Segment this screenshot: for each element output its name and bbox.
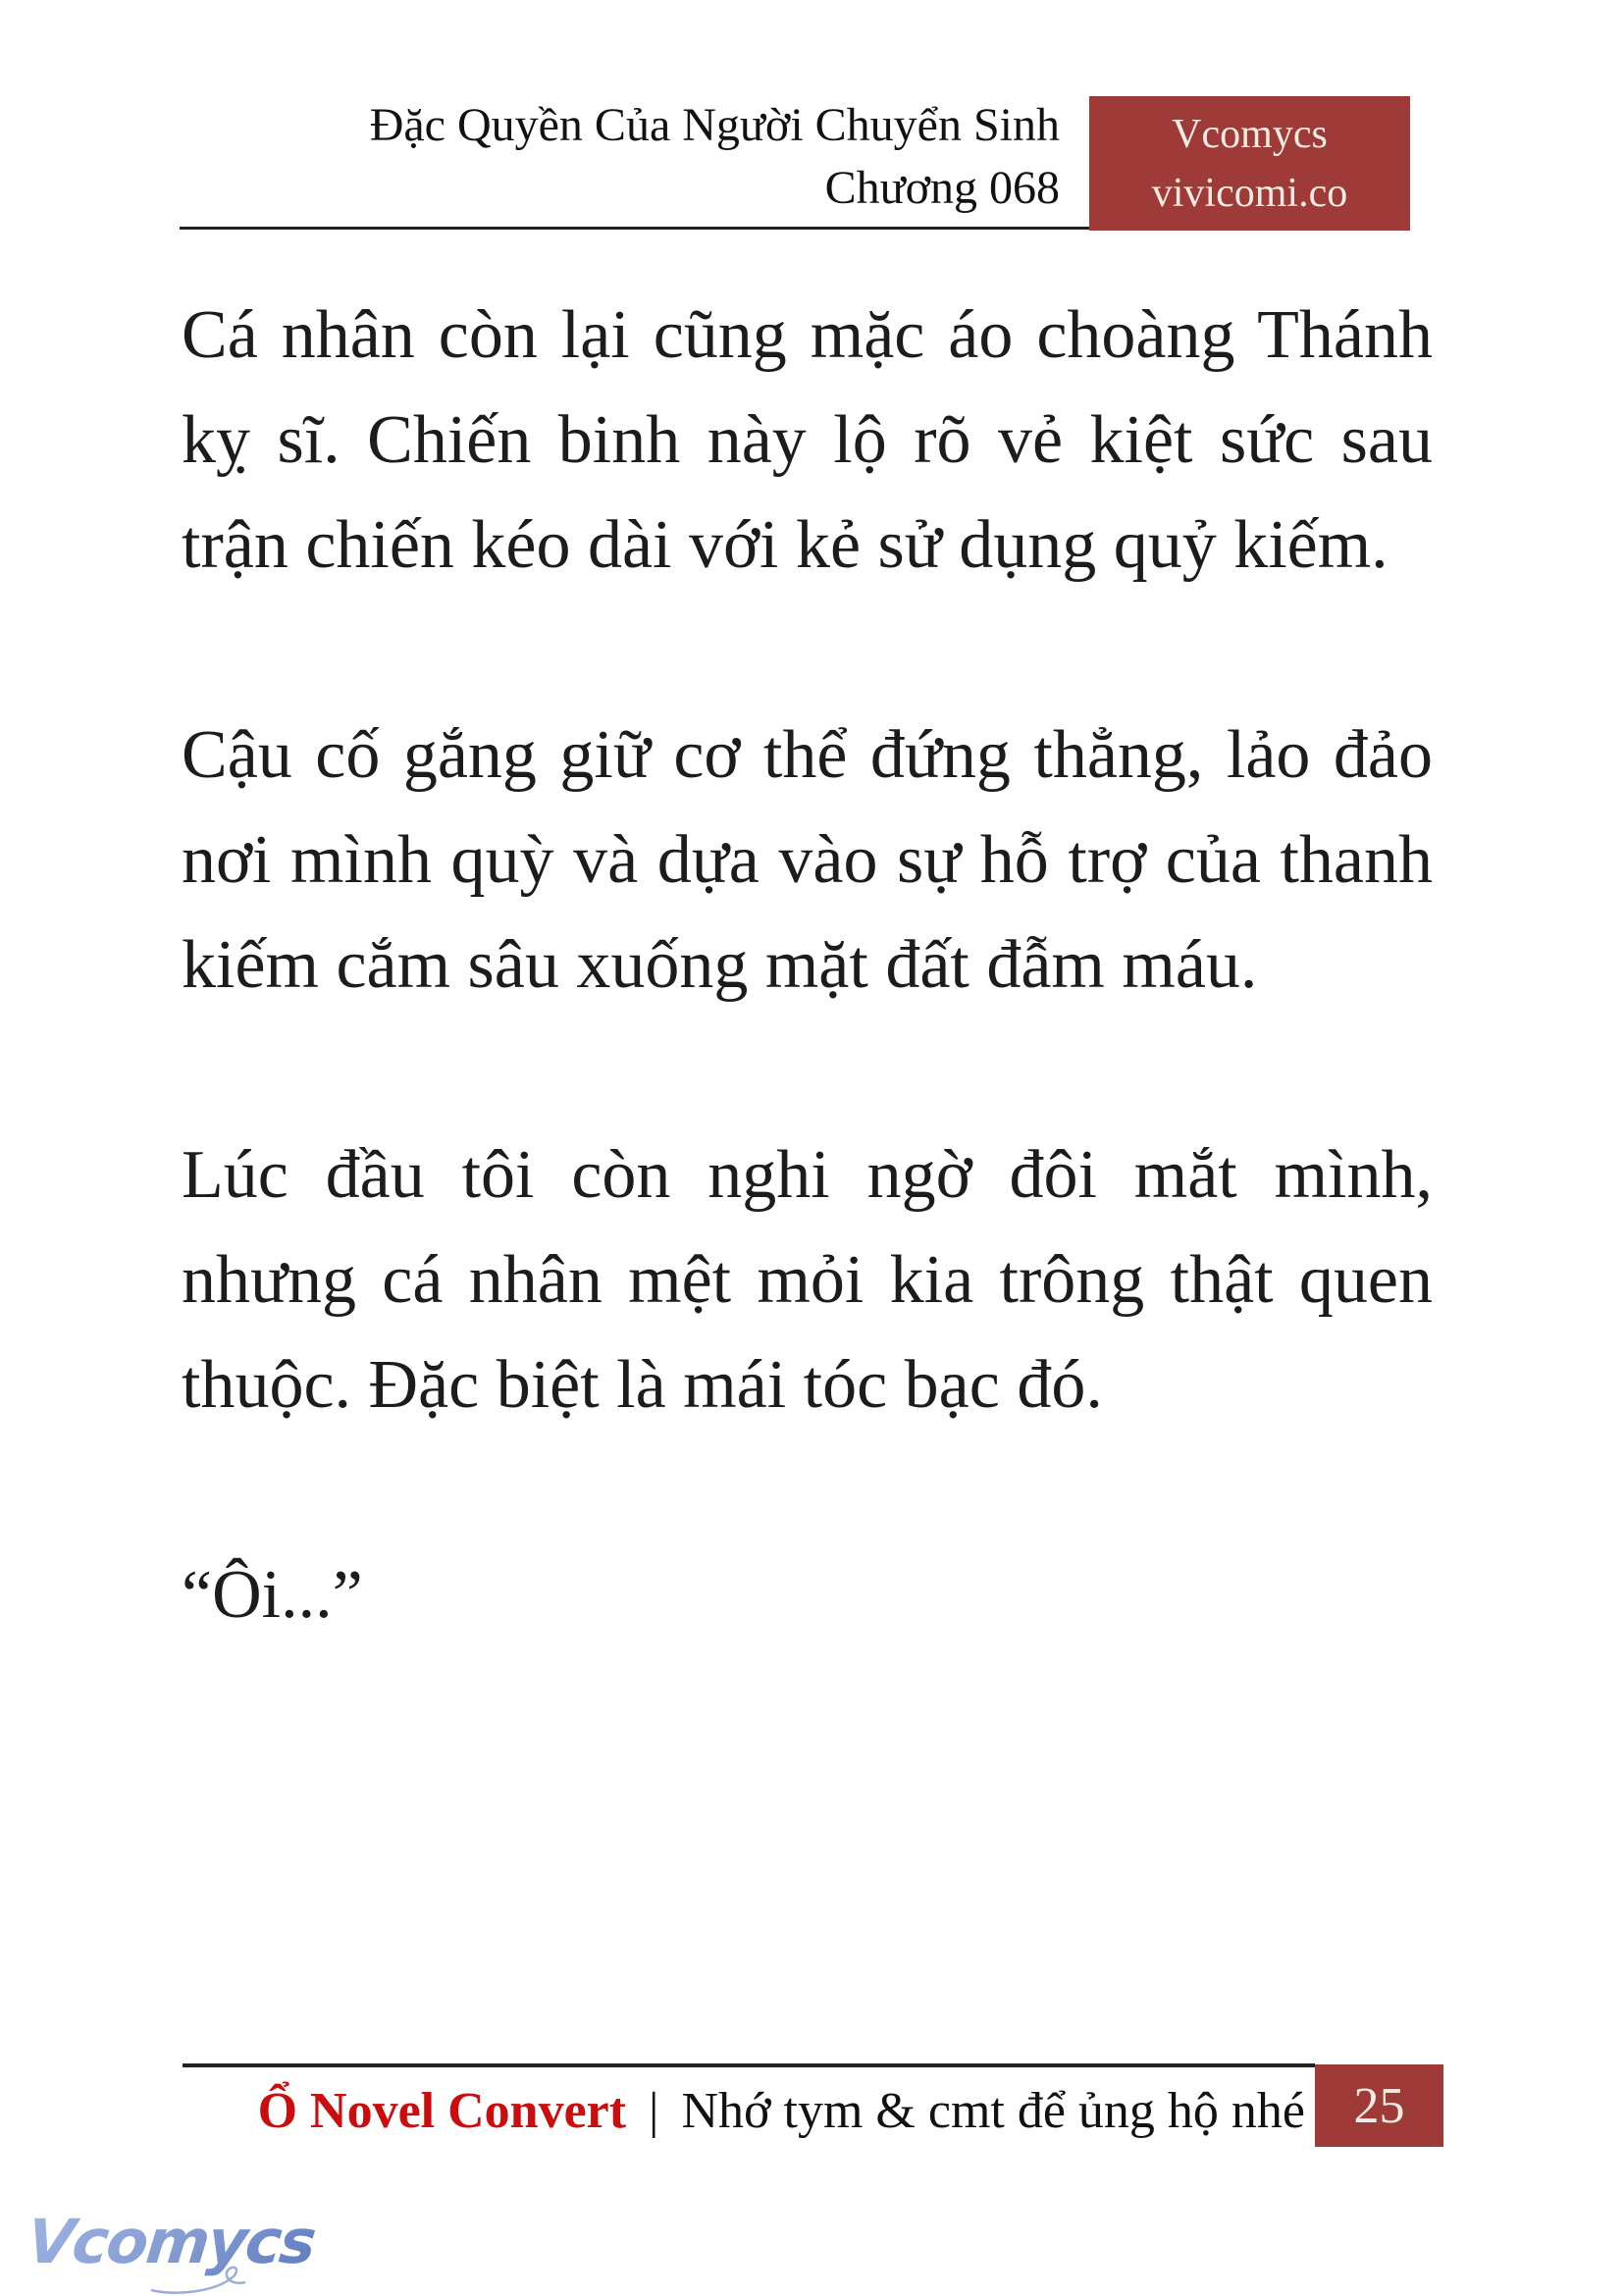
brand-box — [1089, 96, 1410, 231]
flower-flourish-icon — [147, 2263, 265, 2296]
paragraph: Lúc đầu tôi còn nghi ngờ đôi mắt mình, nhưng cá nhân mệt mỏi kia trông thật quen thuộc. Đặc biệt là mái tóc bạc đó. — [182, 1137, 1433, 1423]
paragraph: Cá nhân còn lại cũng mặc áo choàng Thánh kỵ sĩ. Chiến binh này lộ rõ vẻ kiệt sức sau trận chiến kéo dài với kẻ sử dụng quỷ kiếm. — [182, 297, 1433, 583]
footer-divider — [183, 2063, 1315, 2067]
brand-name: Vcomycs — [1172, 111, 1328, 157]
chapter-number: Chương 068 — [824, 162, 1060, 214]
page-number-badge — [1315, 2064, 1443, 2147]
page-title: Đặc Quyền Của Người Chuyển Sinh — [369, 99, 1060, 151]
header-divider — [180, 227, 1089, 230]
page-number: 25 — [1353, 2077, 1405, 2134]
paragraph: “Ôi...” — [182, 1557, 363, 1633]
header — [180, 94, 1060, 220]
footer-credit — [183, 2072, 1305, 2151]
footer-separator: | — [649, 2083, 659, 2139]
paragraph: Cậu cố gắng giữ cơ thể đứng thẳng, lảo đảo nơi mình quỳ và dựa vào sự hỗ trợ của thanh kiếm cắm sâu xuống mặt đất đẫm máu. — [182, 717, 1433, 1003]
brand-site: vivicomi.co — [1151, 170, 1348, 216]
watermark-logo: Vcomycs — [24, 2206, 318, 2277]
story-text — [182, 283, 1433, 1752]
footer-brand: Ổ Novel Convert — [257, 2083, 627, 2139]
footer-note: Nhớ tym & cmt để ủng hộ nhé — [681, 2083, 1305, 2139]
